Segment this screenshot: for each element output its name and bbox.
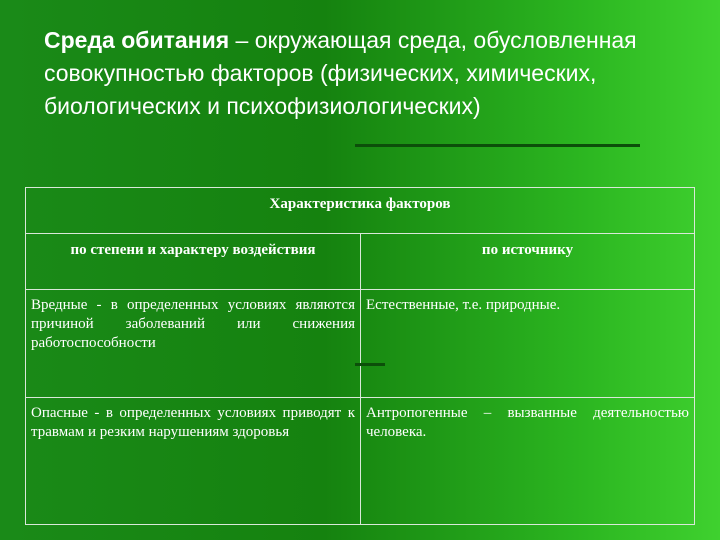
table-caption: Характеристика факторов — [26, 188, 695, 234]
table-cell-natural: Естественные, т.е. природные. — [361, 290, 695, 398]
title-definition: – окружающая среда, обусловленная совокупностью факторов (физических, химических, биологических и психофизиологических) — [44, 27, 637, 119]
table-cell-anthropogenic: Антропогенные – вызванные деятельностью человека. — [361, 398, 695, 525]
table-row — [26, 398, 695, 525]
column-header-source: по источнику — [361, 234, 695, 290]
slide-title — [44, 24, 684, 123]
table-row — [26, 290, 695, 398]
decorative-line — [355, 363, 385, 366]
column-header-impact: по степени и характеру воздействия — [26, 234, 361, 290]
table-cell-dangerous: Опасные - в определенных условиях приводят к травмам и резким нарушениям здоровья — [26, 398, 361, 525]
title-term: Среда обитания — [44, 27, 230, 53]
factors-table — [25, 187, 695, 525]
decorative-line — [355, 144, 640, 147]
table-cell-harmful: Вредные - в определенных условиях являются причиной заболеваний или снижения работоспособности — [26, 290, 361, 398]
